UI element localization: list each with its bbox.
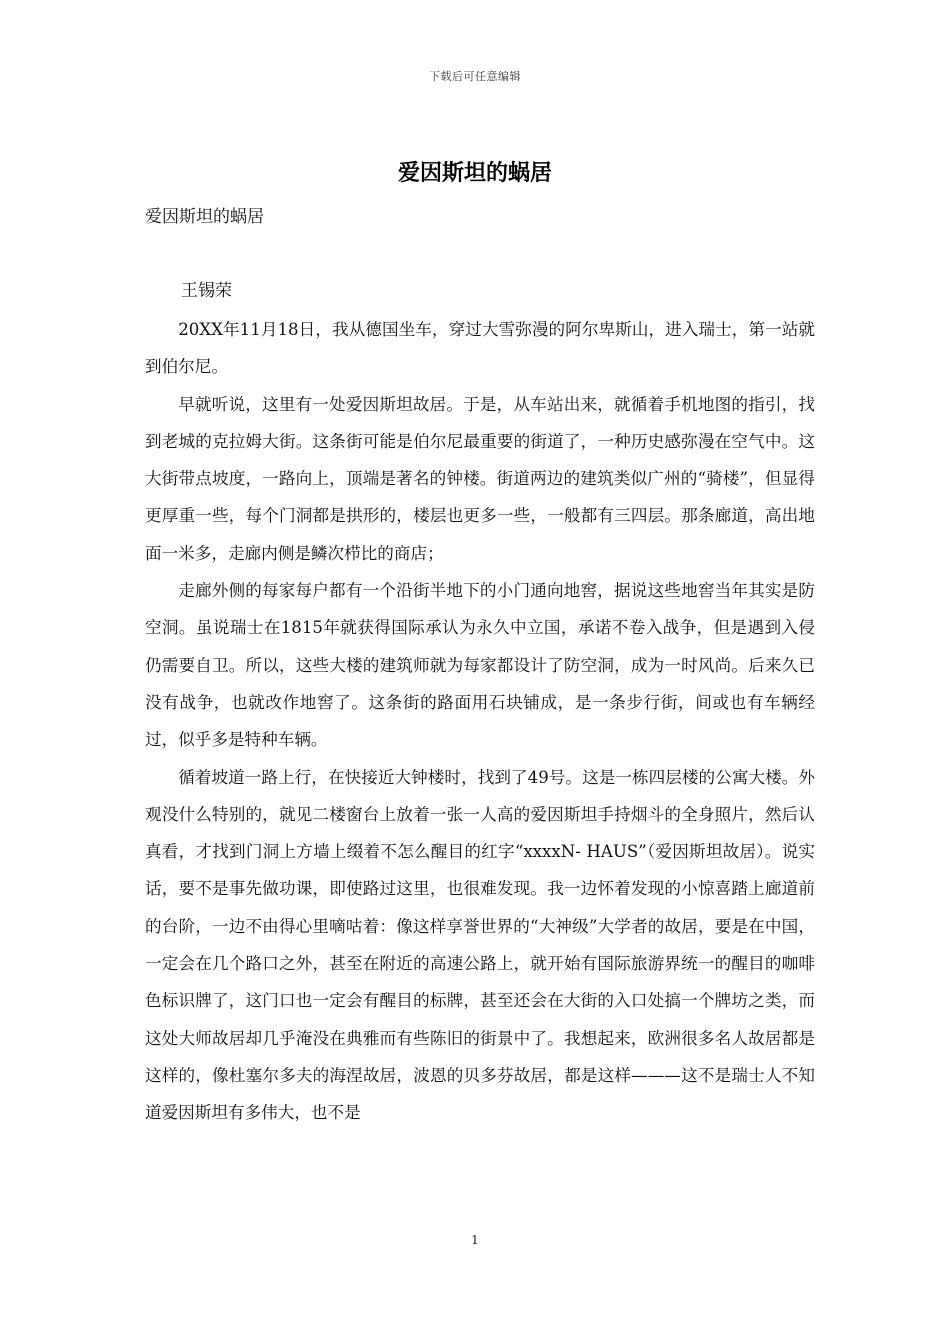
article-body — [145, 311, 815, 1132]
header-note: 下载后可任意编辑 — [429, 70, 521, 83]
document-title: 爱因斯坦的蜗居 — [397, 160, 552, 186]
paragraph-3: 走廊外侧的每家每户都有一个沿街半地下的小门通向地窖，据说这些地窖当年其实是防空洞。虽说瑞士在1815年就获得国际承认为永久中立国，承诺不卷入战争，但是遇到入侵仍需要自卫。所以，这些大楼的建筑师就为每家都设计了防空洞，成为一时风尚。后来久已没有战争，也就改作地窖了。这条街的路面用石块铺成，是一条步行街，间或也有车辆经过，似乎多是特种车辆。 — [145, 581, 815, 750]
paragraph-2: 早就听说，这里有一处爱因斯坦故居。于是，从车站出来，就循着手机地图的指引，找到老城的克拉姆大街。这条街可能是伯尔尼最重要的街道了，一种历史感弥漫在空气中。这大街带点坡度，一路向上，顶端是著名的钟楼。街道两边的建筑类似广州的“骑楼”，但显得更厚重一些，每个门洞都是拱形的，楼层也更多一些，一般都有三四层。那条廊道，高出地面一米多，走廊内侧是鳞次栉比的商店； — [145, 394, 815, 563]
paragraph-4: 循着坡道一路上行，在快接近大钟楼时，找到了49号。这是一栋四层楼的公寓大楼。外观没什么特别的，就见二楼窗台上放着一张一人高的爱因斯坦手持烟斗的全身照片，然后认真看，才找到门洞上方墙上缀着不怎么醒目的红字“xxxxN- HAUS”（爱因斯坦故居）。说实话，要不是事先做功课，即使路过这里，也很难发现。我一边怀着发现的小惊喜踏上廊道前的台阶，一边不由得心里嘀咕着：像这样享誉世界的“大神级”大学者的故居，要是在中国，一定会在几个路口之外，甚至在附近的高速公路上，就开始有国际旅游界统一的醒目的咖啡色标识牌了，这门口也一定会有醒目的标牌，甚至还会在大街的入口处搞一个牌坊之类，而这处大师故居却几乎淹没在典雅而有些陈旧的街景中了。我想起来，欧洲很多名人故居都是这样的，像杜塞尔多夫的海涅故居，波恩的贝多芬故居，都是这样———这不是瑞士人不知道爱因斯坦有多伟大，也不是 — [145, 767, 815, 1123]
page-number: 1 — [471, 1233, 479, 1247]
paragraph-1: 20XX年11月18日，我从德国坐车，穿过大雪弥漫的阿尔卑斯山，进入瑞士，第一站就到伯尔尼。 — [145, 320, 815, 377]
document-subtitle: 爱因斯坦的蜗居 — [145, 207, 264, 227]
author-name: 王锡荣 — [181, 281, 232, 301]
